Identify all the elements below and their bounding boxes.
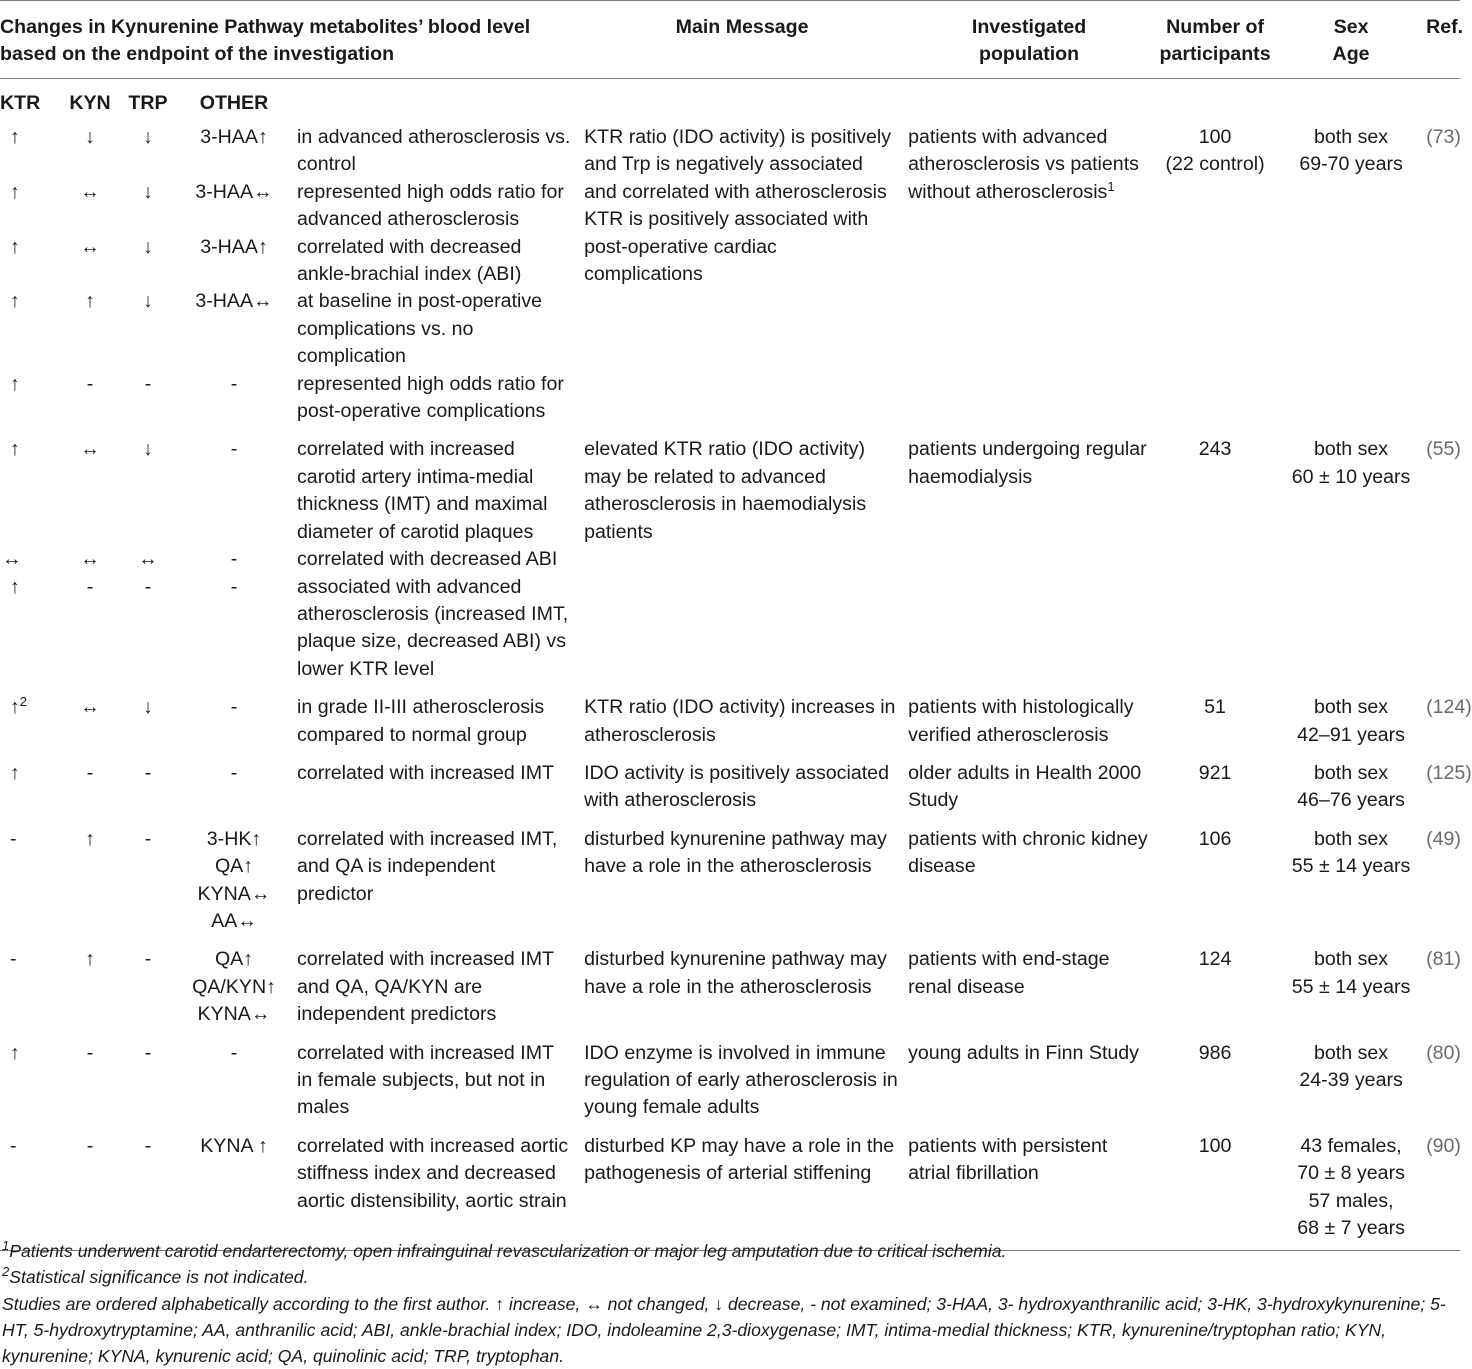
- cell-ref: (73): [1426, 126, 1461, 148]
- cell-kyn: ↔: [80, 438, 100, 461]
- cell-sex-age: both sex 42–91 years: [1297, 696, 1405, 746]
- cell-participants: 243: [1198, 438, 1232, 461]
- cell-endpoint: associated with advanced atherosclerosis (increased IMT, plaque size, decreased ABI) vs lower KTR level: [297, 575, 569, 680]
- cell-population: patients with end-stage renal disease: [908, 948, 1110, 998]
- cell-sex-age: both sex 55 ± 14 years: [1291, 827, 1411, 878]
- cell-trp: ↓: [143, 696, 153, 719]
- table-header-row: [0, 1, 1460, 79]
- cell-main-message: IDO enzyme is involved in immune regulation of early atherosclerosis in young female adults: [584, 1041, 898, 1119]
- table-footnotes: [2, 1238, 1458, 1369]
- cell-sex-age: 43 females, 70 ± 8 years 57 males, 68 ± 7 years: [1276, 1126, 1426, 1251]
- cell-ktr: ↑: [10, 1041, 20, 1064]
- header-participants: Number of participants: [1154, 1, 1276, 79]
- cell-participants: 51: [1204, 696, 1226, 719]
- table-row: [0, 1126, 1460, 1251]
- cell-ref: (55): [1426, 438, 1461, 461]
- cell-kyn: -: [86, 761, 94, 784]
- cell-endpoint: correlated with decreased ankle-brachial index (ABI): [297, 235, 522, 286]
- cell-participants: 986: [1198, 1041, 1232, 1064]
- cell-other: -: [230, 761, 238, 784]
- cell-sex-age: both sex 55 ± 14 years: [1291, 948, 1411, 998]
- cell-main-message: KTR ratio (IDO activity) increases in atherosclerosis: [584, 696, 896, 746]
- cell-other: -: [230, 1041, 238, 1064]
- cell-kyn: ↔: [80, 548, 100, 571]
- header-sex-age: Sex Age: [1276, 1, 1426, 79]
- cell-trp: -: [144, 761, 152, 784]
- table-row: [0, 939, 1460, 1032]
- subheader-kyn: KYN: [69, 92, 111, 114]
- cell-other: -: [230, 548, 238, 571]
- cell-main-message: disturbed KP may have a role in the pathogenesis of arterial stiffening: [580, 1126, 904, 1251]
- cell-trp: -: [144, 372, 152, 395]
- footnote-2: $^2$Statistical significance is not indicated.: [2, 1264, 309, 1288]
- cell-trp: ↓: [143, 126, 153, 148]
- cell-trp: -: [144, 948, 152, 971]
- cell-trp: -: [144, 575, 152, 598]
- cell-kyn: -: [60, 1126, 120, 1251]
- cell-kyn: ↑: [85, 290, 95, 313]
- cell-participants: 124: [1198, 948, 1232, 971]
- cell-participants: 106: [1198, 827, 1232, 850]
- cell-other: -: [230, 438, 238, 461]
- cell-endpoint: represented high odds ratio for advanced atherosclerosis: [297, 180, 564, 231]
- cell-kyn: ↔: [80, 180, 100, 203]
- cell-sex-age: both sex 24-39 years: [1299, 1041, 1403, 1091]
- cell-trp: ↔: [138, 548, 158, 571]
- cell-ktr: ↑: [10, 290, 20, 313]
- header-ref: Ref.: [1426, 1, 1460, 79]
- cell-other: 3-HAA↑: [200, 235, 268, 258]
- cell-participants: 921: [1198, 761, 1232, 784]
- cell-kyn: -: [86, 372, 94, 395]
- cell-other: -: [230, 575, 238, 598]
- cell-ktr: ↔: [2, 548, 22, 571]
- cell-other: 3-HK↑ QA↑ KYNA↔ AA↔: [197, 827, 271, 932]
- table-row: [0, 429, 1460, 546]
- cell-sex-age: both sex 69-70 years: [1299, 126, 1403, 176]
- table-row: [0, 819, 1460, 940]
- cell-population: young adults in Finn Study: [908, 1041, 1139, 1064]
- cell-trp: -: [144, 827, 152, 850]
- cell-ktr: ↑: [10, 180, 20, 203]
- cell-endpoint: correlated with decreased ABI: [297, 548, 558, 571]
- cell-ref: (49): [1426, 827, 1461, 850]
- cell-ktr: -: [10, 827, 17, 850]
- footnote-legend: Studies are ordered alphabetically according to the first author. ↑ increase, ↔ not changed, ↓ decrease, - not examined; 3-HAA, 3- hydroxyanthranilic acid; 3-HK, 3-hydroxykynurenine; 5-HT, 5-hydroxytryptamine; AA, anthranilic acid; ABI, ankle-brachial index; IDO, indoleamine 2,3-dioxygenase; IMT, intima-medial thickness; KTR, kynurenine/tryptophan ratio; KYN, kynurenine; KYNA, kynurenic acid; QA, quinolinic acid; TRP, tryptophan.: [2, 1293, 1446, 1367]
- cell-trp: ↓: [143, 438, 153, 461]
- cell-trp: ↓: [143, 180, 153, 203]
- table-row: [0, 117, 1460, 179]
- table-body: [0, 117, 1472, 1251]
- cell-endpoint: in advanced atherosclerosis vs. control: [297, 126, 571, 176]
- cell-kyn: ↔: [80, 235, 100, 258]
- cell-kyn: ↔: [80, 696, 100, 719]
- cell-endpoint: correlated with increased IMT, and QA is independent predictor: [297, 827, 558, 905]
- cell-ktr: -: [0, 1126, 60, 1251]
- cell-other: 3-HAA↔: [195, 290, 273, 313]
- cell-endpoint: correlated with increased IMT and QA, QA/KYN are independent predictors: [297, 948, 554, 1026]
- cell-population: patients with advanced atherosclerosis vs patients without atherosclerosis$^1$: [908, 126, 1139, 203]
- cell-kyn: ↑: [85, 827, 95, 850]
- cell-kyn: ↑: [85, 948, 95, 971]
- cell-sex-age: both sex 60 ± 10 years: [1291, 438, 1411, 488]
- header-endpoint: Changes in Kynurenine Pathway metabolites’ blood level based on the endpoint of the investigation: [0, 1, 580, 79]
- cell-main-message: disturbed kynurenine pathway may have a role in the atherosclerosis: [584, 827, 887, 878]
- cell-participants: 100: [1154, 1126, 1276, 1251]
- cell-main-message: disturbed kynurenine pathway may have a role in the atherosclerosis: [584, 948, 887, 998]
- header-population: Investigated population: [904, 1, 1154, 79]
- cell-endpoint: in grade II-III atherosclerosis compared to normal group: [297, 696, 545, 746]
- cell-ktr: ↑: [10, 235, 20, 258]
- cell-trp: -: [144, 1041, 152, 1064]
- cell-ref: (90): [1426, 1126, 1460, 1251]
- cell-ktr: ↑: [10, 438, 20, 461]
- cell-other: KYNA ↑: [176, 1126, 292, 1251]
- cell-trp: ↓: [143, 290, 153, 313]
- cell-main-message: KTR ratio (IDO activity) is positively and Trp is negatively associated and correlated with atherosclerosis KTR is positively associated with post-operative cardiac complications: [584, 126, 892, 286]
- cell-ktr: ↑: [10, 126, 20, 148]
- cell-ktr: ↑$^2$: [10, 694, 28, 719]
- cell-population: patients with persistent atrial fibrillation: [904, 1126, 1154, 1251]
- cell-kyn: ↓: [85, 126, 95, 148]
- cell-other: 3-HAA↔: [195, 180, 273, 203]
- cell-other: -: [230, 696, 238, 719]
- cell-ktr: -: [10, 948, 17, 971]
- cell-ktr: ↑: [10, 372, 20, 395]
- cell-population: patients with chronic kidney disease: [908, 827, 1148, 878]
- cell-other: 3-HAA↑: [200, 126, 268, 148]
- cell-other: QA↑ QA/KYN↑ KYNA↔: [192, 948, 276, 1026]
- cell-population: older adults in Health 2000 Study: [908, 761, 1142, 812]
- cell-ref: (125): [1426, 761, 1472, 784]
- cell-population: patients with histologically verified atherosclerosis: [908, 696, 1134, 746]
- cell-participants: 100 (22 control): [1165, 126, 1265, 176]
- cell-trp: ↓: [143, 235, 153, 258]
- cell-kyn: -: [86, 575, 94, 598]
- header-main-message: Main Message: [580, 1, 904, 79]
- cell-ref: (81): [1426, 948, 1461, 971]
- cell-ktr: ↑: [10, 761, 20, 784]
- cell-endpoint: represented high odds ratio for post-operative complications: [297, 372, 564, 423]
- table-row: [0, 687, 1460, 753]
- table-row: [0, 753, 1460, 819]
- cell-endpoint: correlated with increased IMT: [297, 761, 554, 784]
- cell-endpoint: correlated with increased aortic stiffness index and decreased aortic distensibility, aortic strain: [292, 1126, 580, 1251]
- table-row: [0, 1033, 1460, 1126]
- cell-ref: (124): [1426, 696, 1472, 719]
- cell-population: patients undergoing regular haemodialysis: [908, 438, 1147, 488]
- cell-trp: -: [120, 1126, 176, 1251]
- table-subheader-row: [0, 79, 1460, 118]
- cell-ktr: ↑: [10, 575, 20, 598]
- subheader-ktr: KTR: [0, 92, 41, 114]
- cell-other: -: [230, 372, 238, 395]
- cell-endpoint: correlated with increased carotid artery intima-medial thickness (IMT) and maximal diameter of carotid plaques: [297, 438, 548, 543]
- subheader-other: OTHER: [199, 92, 269, 114]
- cell-main-message: IDO activity is positively associated with atherosclerosis: [584, 761, 889, 812]
- cell-endpoint: at baseline in post-operative complications vs. no complication: [297, 290, 543, 368]
- subheader-trp: TRP: [128, 92, 168, 114]
- cell-main-message: elevated KTR ratio (IDO activity) may be related to advanced atherosclerosis in haemodialysis patients: [584, 438, 867, 543]
- footnote-1: $^1$Patients underwent carotid endarterectomy, open infrainguinal revascularization or major leg amputation due to critical ischemia.: [2, 1238, 1007, 1261]
- cell-sex-age: both sex 46–76 years: [1297, 761, 1405, 812]
- cell-endpoint: correlated with increased IMT in female subjects, but not in males: [297, 1041, 554, 1119]
- cell-ref: (80): [1426, 1041, 1461, 1064]
- cell-kyn: -: [86, 1041, 94, 1064]
